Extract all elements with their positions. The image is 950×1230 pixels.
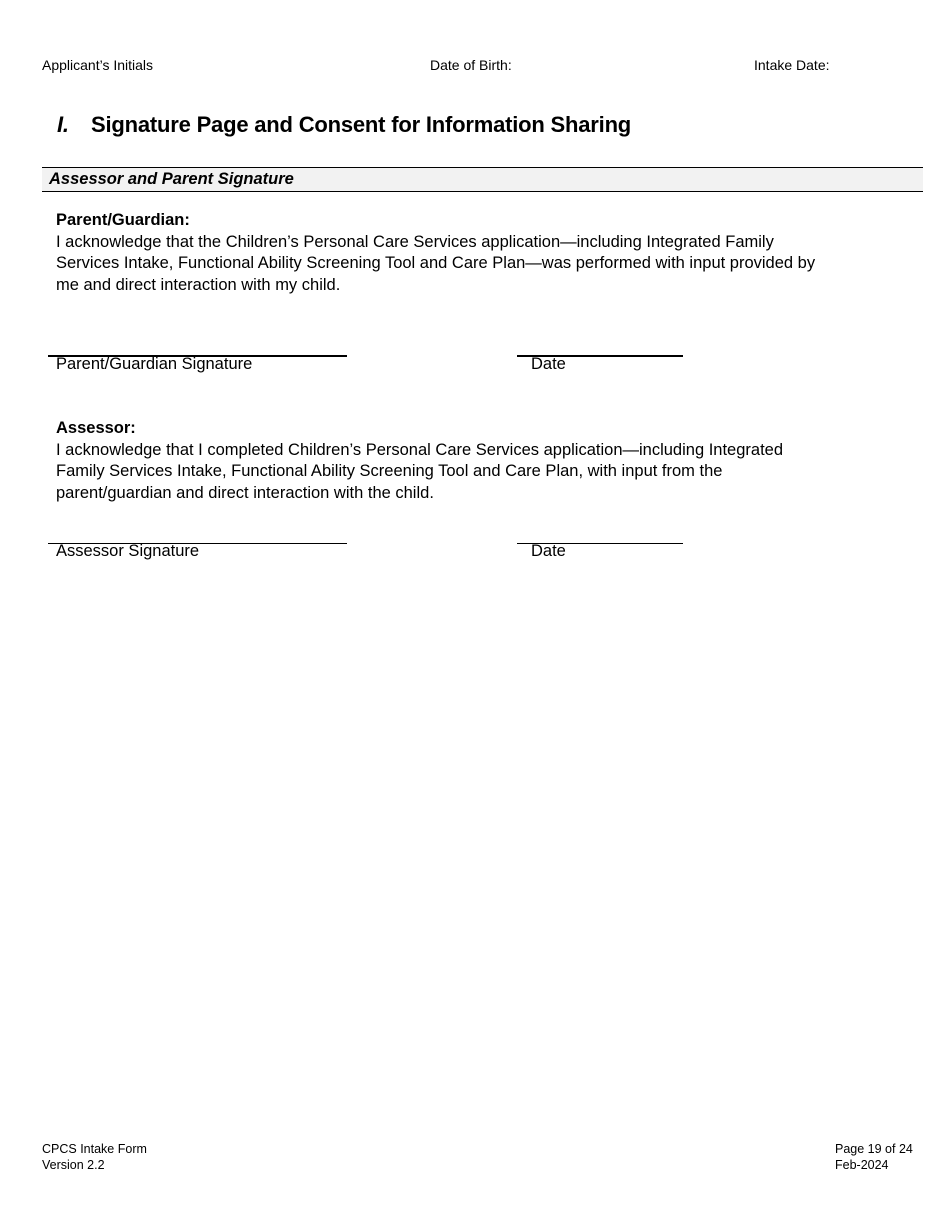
- section-band: [42, 167, 923, 192]
- parent-signature-label: Parent/Guardian Signature: [56, 355, 253, 373]
- parent-date-label: Date: [531, 355, 566, 373]
- footer-date: Feb-2024: [835, 1158, 889, 1172]
- assessor-signature-label: Assessor Signature: [56, 542, 200, 560]
- footer-left: [42, 1141, 147, 1173]
- date-of-birth-label: Date of Birth:: [430, 57, 512, 73]
- section-title-text: Signature Page and Consent for Information Sharing: [91, 112, 632, 137]
- band-title: Assessor and Parent Signature: [49, 170, 294, 188]
- section-number: I.: [57, 112, 69, 137]
- footer-form-name: CPCS Intake Form: [42, 1142, 147, 1156]
- footer-version: Version 2.2: [42, 1158, 105, 1172]
- assessor-heading: Assessor:: [56, 419, 136, 437]
- parent-guardian-block: [56, 210, 826, 296]
- assessor-date-label: Date: [531, 542, 566, 560]
- parent-guardian-heading: Parent/Guardian:: [56, 211, 190, 229]
- footer-right: [835, 1141, 913, 1173]
- intake-date-label: Intake Date:: [754, 57, 830, 73]
- assessor-block: [56, 418, 826, 504]
- section-title: [57, 112, 631, 138]
- footer-page-number: Page 19 of 24: [835, 1142, 913, 1156]
- parent-guardian-statement: I acknowledge that the Children’s Personal Care Services application—including Integrated Family Services Intake, Functional Ability Screening Tool and Care Plan—was performed with input provided by me and direct interaction with my child.: [56, 232, 816, 294]
- applicant-initials-label: Applicant’s Initials: [42, 57, 154, 73]
- assessor-statement: I acknowledge that I completed Children’s Personal Care Services application—including Integrated Family Services Intake, Functional Ability Screening Tool and Care Plan, with input from the parent/guardian and direct interaction with the child.: [56, 440, 784, 502]
